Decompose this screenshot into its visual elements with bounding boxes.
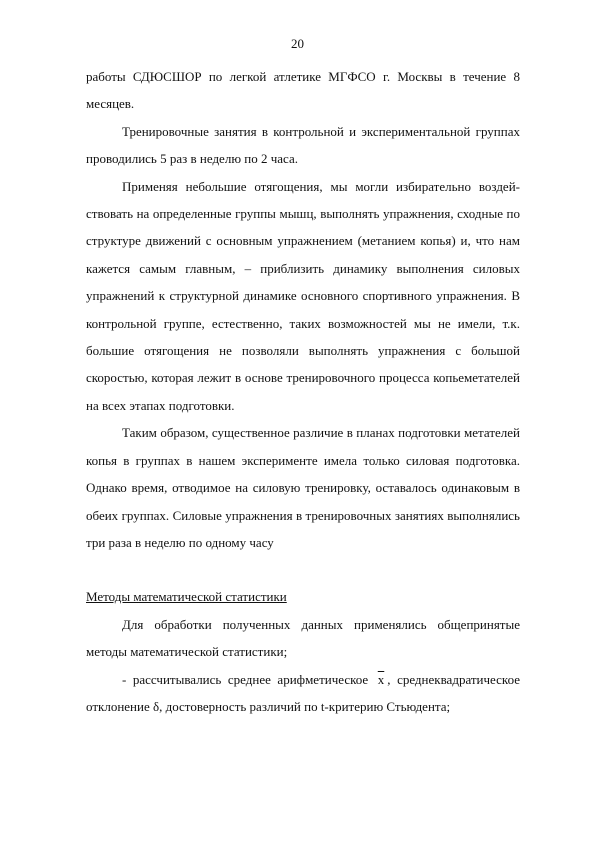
- list-item-suffix: , среднеквадратическое отклонение δ, достоверность различий по t-критерию Стьюдента;: [86, 671, 521, 714]
- paragraph-light-weights: Применяя небольшие отягощения, мы могли избирательно воздей-ствовать на определенные группы мышц, выполнять упражнения, сходные по структуре движений с основным упражнением (метанием копья) и, что нам кажется самым главным, – приблизить динамику выполнения силовых упражнений к структурной динамике основного спортивного упражнения. В контрольной группе, естественно, таких возможностей мы не имели, т.к. большие отягощения не позволяли выполнять упражнения с большой скоростью, которая лежит в основе тренировочного процесса копьеметателей на всех этапах подготовки.: [86, 178, 520, 413]
- list-item: [86, 666, 520, 721]
- paragraph-conclusion: Таким образом, существенное различие в планах подготовки метателей копья в группах в нашем эксперименте имела только силовая подготовка. Однако время, отводимое на силовую тренировку, оставалось одинаковым в обеих группах. Силовые упражнения в тренировочных занятиях выполнялись три раза в неделю по одному часу: [86, 425, 520, 550]
- body-text: [86, 63, 520, 720]
- section-heading: Методы математической статистики: [86, 589, 287, 605]
- section-intro: Для обработки полученных данных применялись общепринятые методы математической статистики;: [86, 616, 520, 660]
- paragraph-training-sessions: Тренировочные занятия в контрольной и экспериментальной группах проводились 5 раз в неделю по 2 часа.: [86, 123, 520, 167]
- mean-symbol: $\overline{x}$: [377, 671, 385, 687]
- spacer: [86, 556, 520, 583]
- page-number: 20: [291, 36, 304, 51]
- list-item-prefix: - рассчитывались среднее арифметическое: [122, 671, 369, 687]
- paragraph-continuation: работы СДЮСШОР по легкой атлетике МГФСО г. Москвы в течение 8 месяцев.: [86, 69, 520, 112]
